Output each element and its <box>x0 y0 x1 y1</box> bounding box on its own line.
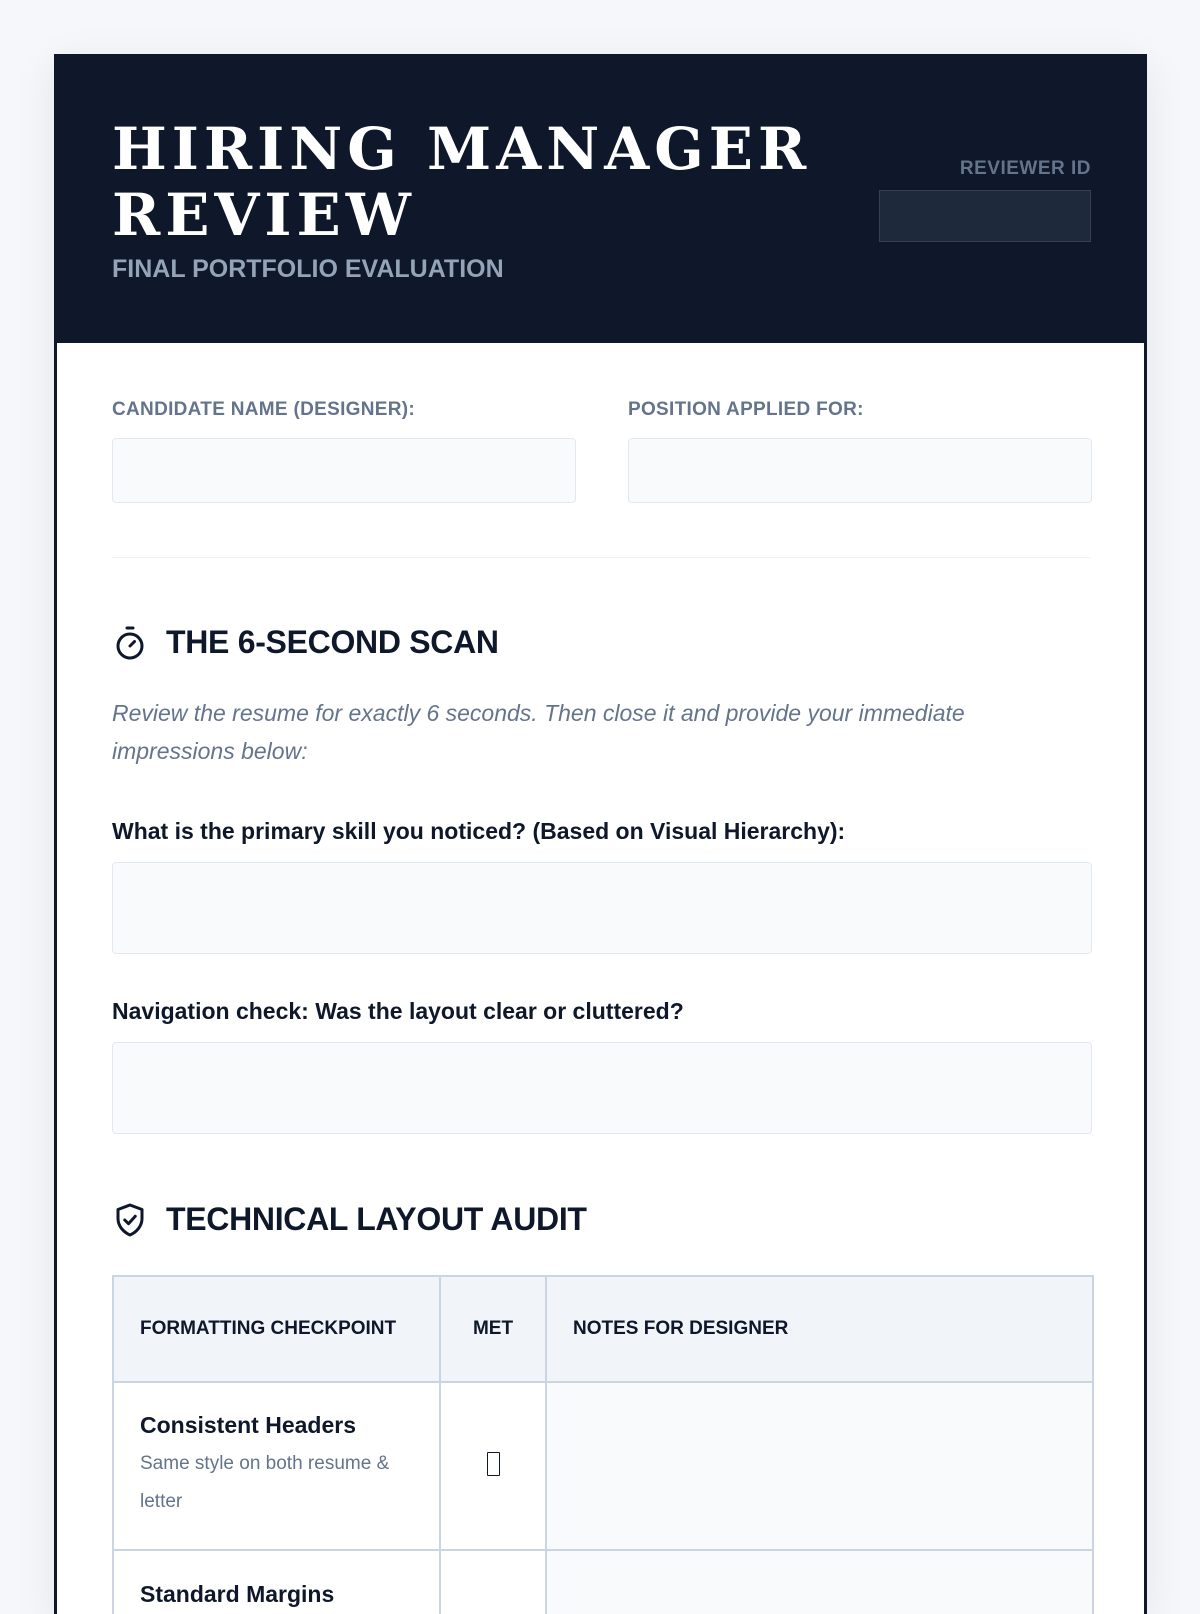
candidate-name-label: CANDIDATE NAME (DESIGNER): <box>112 399 415 420</box>
table-header-row <box>113 1276 1093 1382</box>
notes-cell[interactable] <box>546 1382 1093 1550</box>
checkpoint-title: Standard Margins <box>140 1581 335 1607</box>
form-header <box>54 54 1147 343</box>
navigation-check-label: Navigation check: Was the layout clear or cluttered? <box>112 998 684 1024</box>
stopwatch-icon <box>112 625 148 661</box>
table-row <box>113 1550 1093 1614</box>
primary-skill-input[interactable] <box>112 862 1092 954</box>
scan-instructions: Review the resume for exactly 6 seconds. Then close it and provide your immediate impressions below: <box>112 700 965 764</box>
checkpoint-description: Same style on both resume & letter <box>140 1452 390 1512</box>
notes-cell[interactable] <box>546 1550 1093 1614</box>
navigation-check-input[interactable] <box>112 1042 1092 1134</box>
scan-section-header <box>112 624 499 661</box>
reviewer-id-label: REVIEWER ID <box>959 158 1091 179</box>
checkpoint-title: Consistent Headers <box>140 1411 357 1438</box>
checkpoint-cell <box>113 1550 440 1614</box>
section-divider <box>112 557 1091 558</box>
position-input[interactable] <box>628 438 1092 503</box>
column-header-notes: NOTES FOR DESIGNER <box>546 1276 1093 1382</box>
primary-skill-label: What is the primary skill you noticed? (Based on Visual Hierarchy): <box>112 818 846 844</box>
review-form-sheet <box>54 54 1147 1614</box>
reviewer-id-input[interactable] <box>879 190 1091 242</box>
met-cell <box>440 1550 546 1614</box>
column-header-met: MET <box>440 1276 546 1382</box>
candidate-name-input[interactable] <box>112 438 576 503</box>
audit-section-title: TECHNICAL LAYOUT AUDIT <box>166 1201 587 1237</box>
shield-check-icon <box>112 1202 148 1238</box>
table-row <box>113 1382 1093 1550</box>
scan-section-title: THE 6-SECOND SCAN <box>166 624 499 660</box>
layout-audit-table <box>112 1275 1094 1614</box>
checkpoint-cell <box>113 1382 440 1550</box>
form-subtitle: FINAL PORTFOLIO EVALUATION <box>112 255 504 283</box>
met-cell <box>440 1382 546 1550</box>
form-title: HIRING MANAGER REVIEW <box>112 115 812 249</box>
position-label: POSITION APPLIED FOR: <box>628 399 864 420</box>
met-checkbox[interactable] <box>487 1452 500 1476</box>
column-header-checkpoint: FORMATTING CHECKPOINT <box>113 1276 440 1382</box>
audit-section-header <box>112 1201 587 1238</box>
